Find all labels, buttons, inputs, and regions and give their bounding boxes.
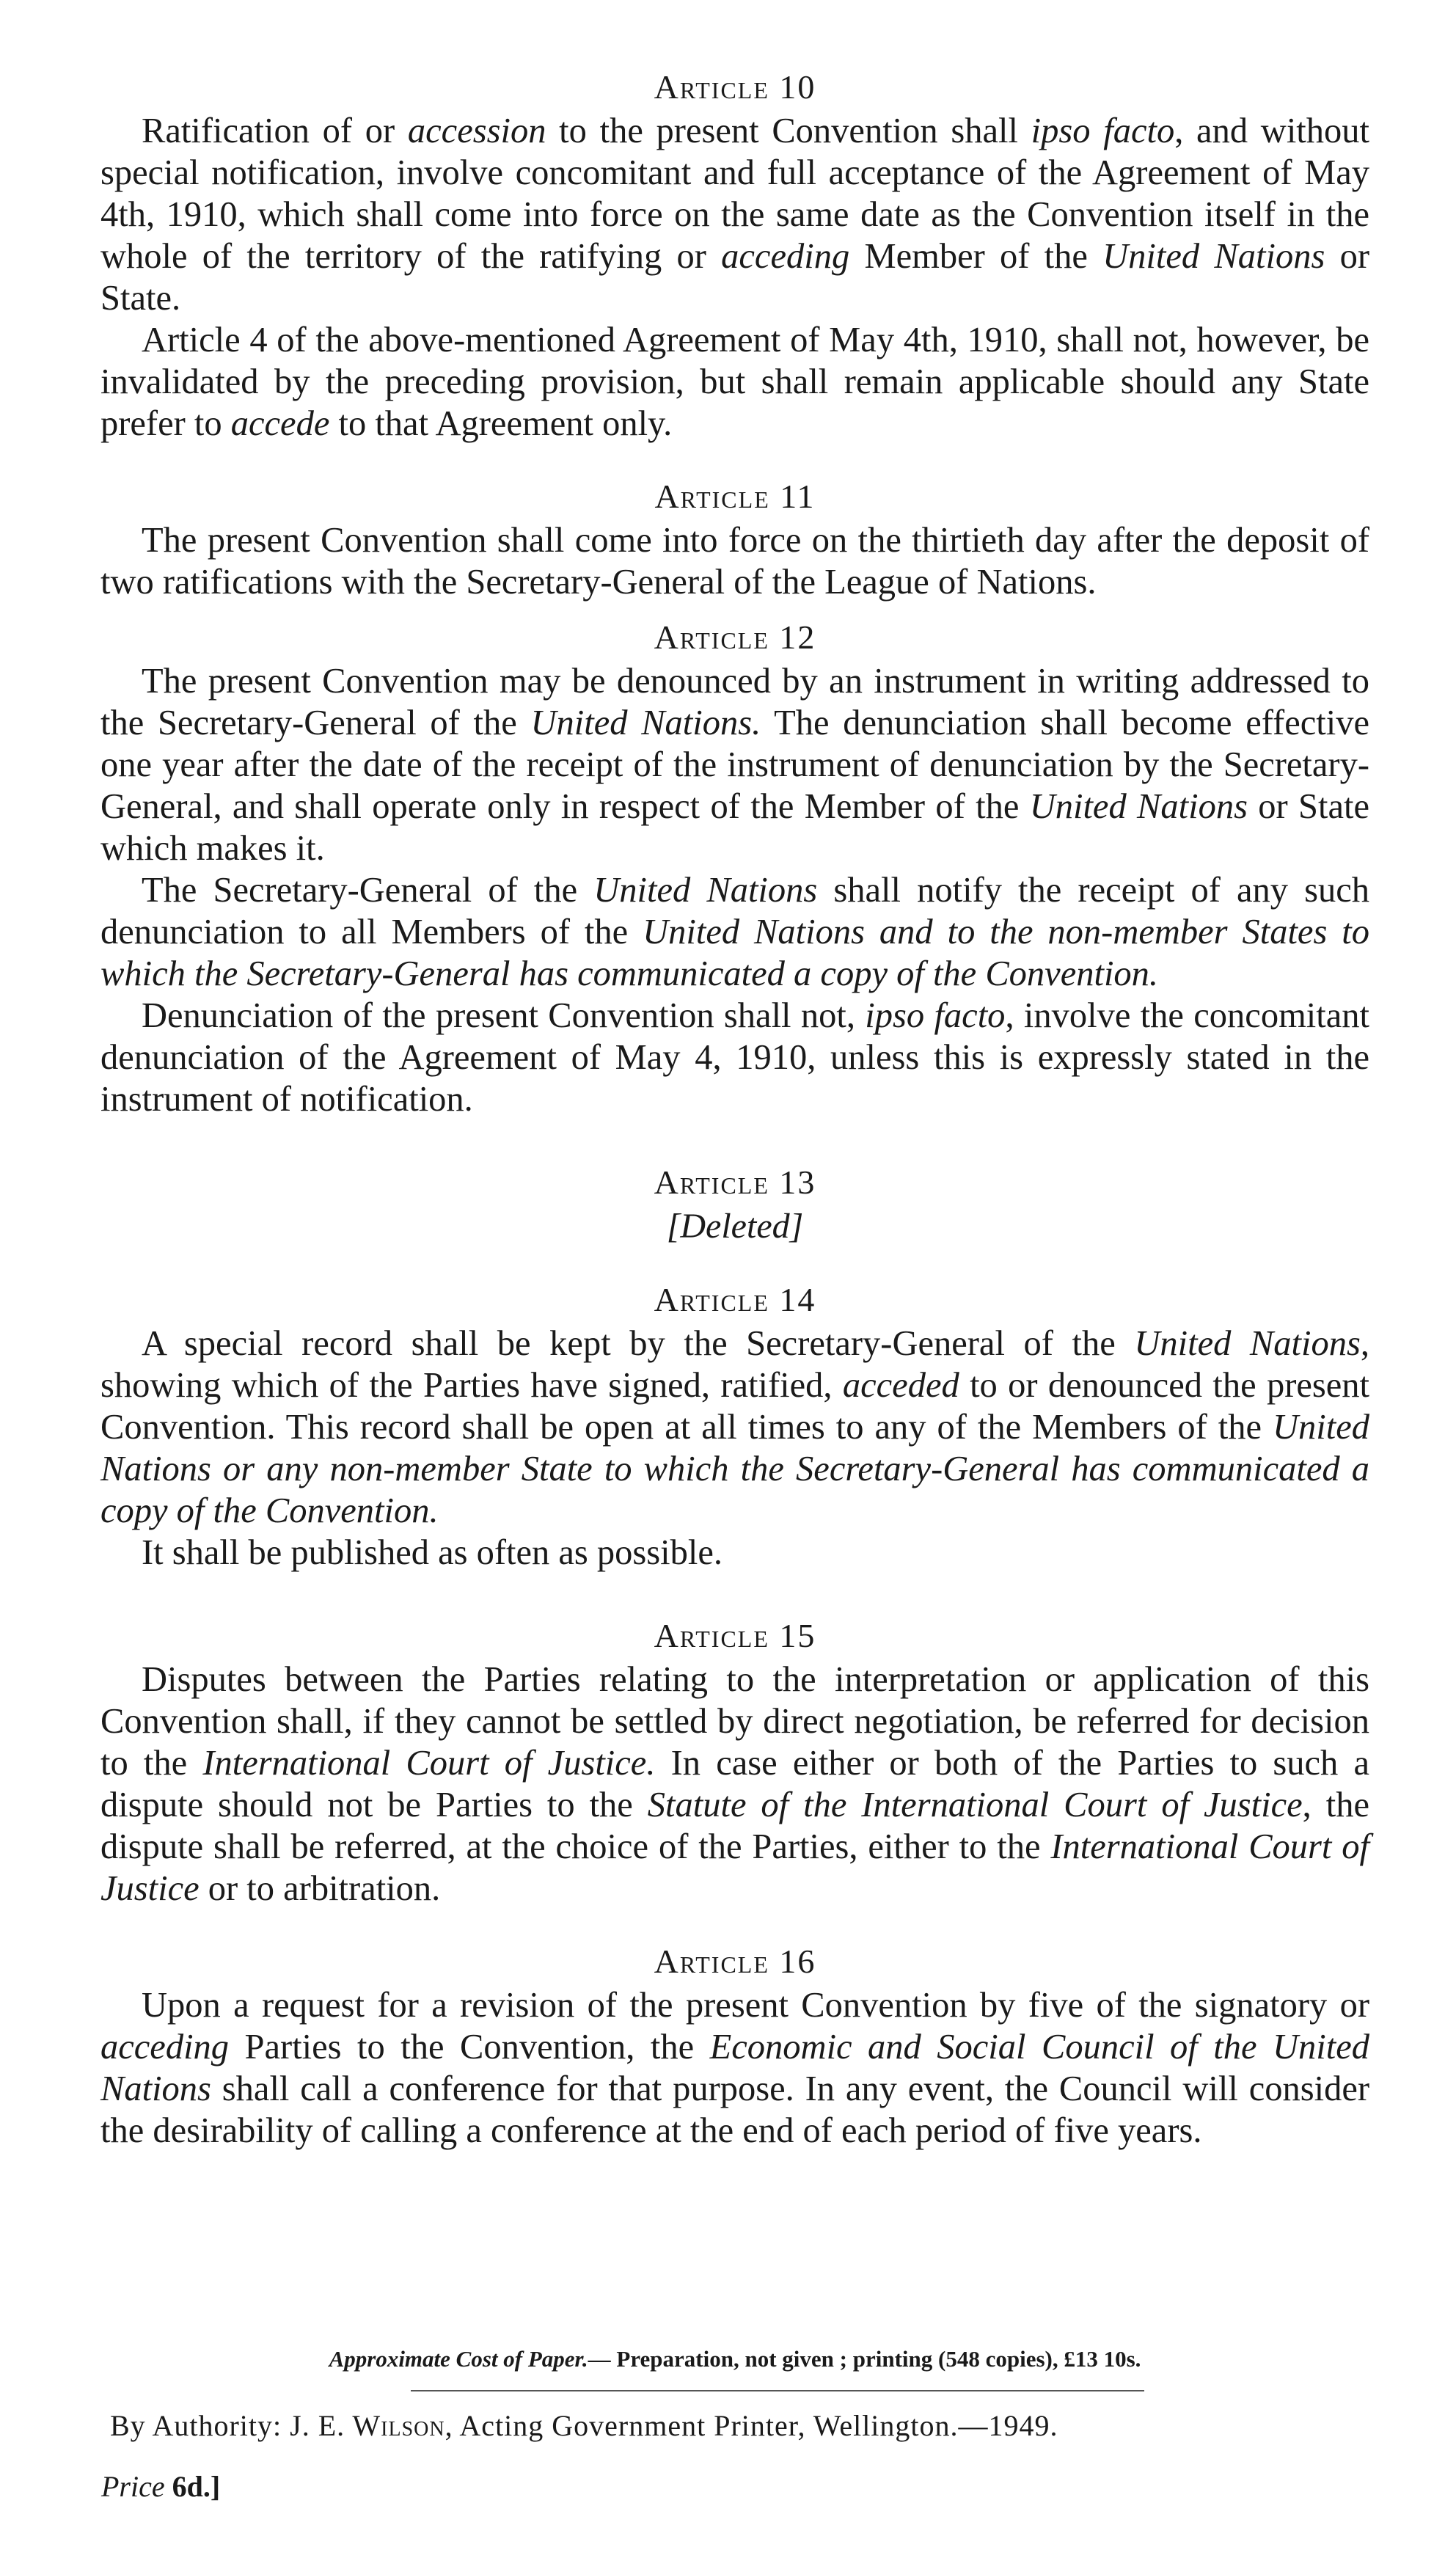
italic-text: United Nations <box>1102 237 1325 276</box>
italic-text: International Court of Justice. <box>202 1744 656 1783</box>
printer-authority-line <box>110 2408 1364 2444</box>
text-run: shall call a conference for that purpose. In any event, the Council will consider the desirability of calling a conference at the end of each period of five years. <box>100 2069 1369 2150</box>
article-paragraph <box>100 1659 1369 1910</box>
italic-text: acceded <box>842 1366 959 1405</box>
articles-container <box>100 65 1369 2152</box>
italic-text: accede <box>230 404 330 443</box>
text-run: or State which makes it. <box>100 787 1369 868</box>
italic-text: United Nations. <box>530 704 761 742</box>
text-run: Ratification of or <box>142 112 408 150</box>
text-run: The present Convention may be denounced by an instrument in writing addressed to the Secretary-General of the <box>100 662 1369 742</box>
article-heading: Article 11 <box>654 478 816 515</box>
article-heading: Article 14 <box>654 1281 816 1318</box>
italic-text: ipso facto <box>1031 112 1175 150</box>
price-line <box>101 2469 220 2505</box>
italic-text: Statute of the International Court of Justice <box>647 1786 1303 1824</box>
italic-text: accession <box>407 112 546 150</box>
article-paragraph <box>100 995 1369 1120</box>
text-run: The present Convention shall come into force on the thirtieth day after the deposit of two ratifications with the Secretary-General of the League of Nations. <box>100 521 1369 602</box>
article-heading: Article 12 <box>654 618 816 656</box>
text-run: or to arbitration. <box>199 1869 441 1908</box>
text-run: Denunciation of the present Convention shall not, <box>142 996 866 1035</box>
article-heading: Article 15 <box>654 1617 816 1654</box>
article-spacer <box>100 1574 1369 1613</box>
text-run: to that Agreement only. <box>329 404 673 443</box>
italic-text: acceding <box>100 2028 230 2067</box>
text-run: The Secretary-General of the <box>142 871 594 910</box>
price-label: Price <box>101 2470 165 2503</box>
cost-label: Approximate Cost of Paper. <box>329 2346 588 2372</box>
text-run: shall notify the receipt of any such denunciation to all Members of the <box>100 871 1369 951</box>
text-run: , involve the concomitant denunciation of the Agreement of May 4, 1910, unless this is expressly stated in the instrument of notification. <box>100 996 1369 1119</box>
text-run: , the dispute shall be referred, at the choice of the Parties, either to the <box>100 1786 1369 1866</box>
article-paragraph <box>100 660 1369 869</box>
article-paragraph <box>100 1532 1369 1574</box>
text-run: , showing which of the Parties have signed, ratified, <box>100 1324 1369 1405</box>
text-run: It shall be published as often as possible. <box>142 1533 723 1572</box>
italic-text: International Court of Justice <box>100 1827 1369 1908</box>
article-spacer <box>100 603 1369 615</box>
italic-text: United Nations <box>1134 1324 1361 1363</box>
article-deleted-note: [Deleted] <box>666 1207 804 1246</box>
text-run: to the present Convention shall <box>546 112 1031 150</box>
article-spacer <box>100 1120 1369 1160</box>
article-heading: Article 16 <box>654 1943 816 1980</box>
article-paragraph <box>100 1984 1369 2152</box>
text-run: or State. <box>100 237 1369 318</box>
italic-text: ipso facto <box>865 996 1006 1035</box>
text-run: Upon a request for a revision of the present Convention by five of the signatory or <box>142 1986 1369 2025</box>
printer-title: Acting Government Printer, Wellington.—1949. <box>459 2409 1058 2442</box>
article-paragraph <box>100 869 1369 995</box>
italic-text: United Nations <box>1029 787 1248 826</box>
article-spacer <box>100 1248 1369 1277</box>
text-run: Member of the <box>849 237 1103 276</box>
printer-name: J. E. Wilson, <box>290 2409 453 2442</box>
article-spacer <box>100 445 1369 474</box>
article-paragraph <box>100 519 1369 603</box>
text-run: Disputes between the Parties relating to the interpretation or application of this Convention shall, if they cannot be settled by direct negotiation, be referred for decision to the <box>100 1660 1369 1783</box>
price-value: 6d.] <box>172 2470 221 2503</box>
text-run: Parties to the Convention, the <box>229 2028 710 2067</box>
text-run: In case either or both of the Parties to such a dispute should not be Parties to the <box>100 1744 1369 1824</box>
article-heading: Article 13 <box>654 1163 816 1201</box>
italic-text: Economic and Social Council of the United Nations <box>100 2028 1369 2108</box>
italic-text: United Nations and to the non-member States to which the Secretary-General has communicated a copy of the Convention. <box>100 913 1369 993</box>
article-heading: Article 10 <box>654 68 816 106</box>
text-run: A special record shall be kept by the Secretary-General of the <box>142 1324 1135 1363</box>
italic-text: United Nations or any non-member State to which the Secretary-General has communicated a copy of the Convention. <box>100 1408 1369 1530</box>
italic-text: acceding <box>721 237 850 276</box>
italic-text: United Nations <box>593 871 818 910</box>
footer-divider <box>411 2390 1144 2391</box>
text-run: to or denounced the present Convention. This record shall be open at all times to any of the Members of the <box>100 1366 1370 1447</box>
text-run: The denunciation shall become effective one year after the date of the receipt of the instrument of denunciation by the Secretary-General, and shall operate only in respect of the Member of the <box>100 704 1369 826</box>
authority-prefix: By Authority: <box>110 2409 282 2442</box>
text-run: , and without special notification, involve concomitant and full acceptance of the Agreement of May 4th, 1910, which shall come into force on the same date as the Convention itself in the whole of the territory of the ratifying or <box>100 112 1369 276</box>
cost-of-paper-note <box>100 2345 1369 2374</box>
article-paragraph <box>100 319 1369 445</box>
article-spacer <box>100 1910 1369 1939</box>
cost-text: — Preparation, not given ; printing (548 copies), £13 10s. <box>588 2346 1141 2372</box>
text-run: Article 4 of the above-mentioned Agreement of May 4th, 1910, shall not, however, be invalidated by the preceding provision, but shall remain applicable should any State prefer to <box>100 321 1369 443</box>
article-paragraph <box>100 110 1369 319</box>
article-paragraph <box>100 1323 1369 1532</box>
